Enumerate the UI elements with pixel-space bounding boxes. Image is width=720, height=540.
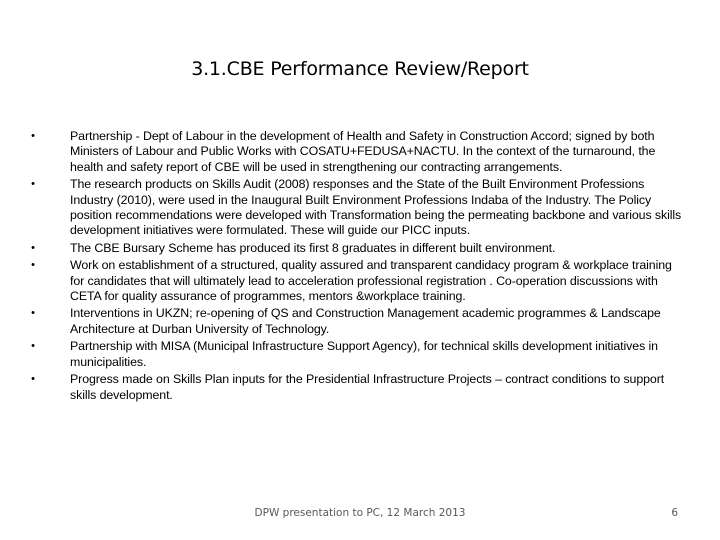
bullet-text: The research products on Skills Audit (2008) responses and the State of the Built Environment Professions Industry (2010), were used in the Inaugural Built Environment Professions Indaba of the Industry. The Policy position recommendations were developed with Transformation being the permeating backbone and various skills development initiatives were formulated. These will guide our PICC inputs. [70, 177, 682, 238]
list-item [28, 339, 683, 370]
bullet-text: Partnership - Dept of Labour in the development of Health and Safety in Construction Accord; signed by both Ministers of Labour and Public Works with COSATU+FEDUSA+NACTU. In the context of the turnaround, the health and safety report of CBE will be used in strengthening our contracting arrangements. [70, 129, 656, 174]
bullet-list [28, 129, 683, 403]
bullet-text: Interventions in UKZN; re-opening of QS and Construction Management academic programmes & Landscape Architecture at Durban University of Technology. [70, 306, 661, 336]
bullet-icon: • [31, 178, 35, 191]
list-item [28, 306, 683, 337]
list-item [28, 241, 683, 256]
list-item [28, 372, 683, 403]
bullet-icon: • [31, 340, 35, 353]
footer-text: DPW presentation to PC, 12 March 2013 [254, 507, 466, 519]
list-item [28, 258, 683, 304]
bullet-text: The CBE Bursary Scheme has produced its first 8 graduates in different built environment. [70, 240, 556, 255]
bullet-icon: • [31, 373, 35, 386]
bullet-icon: • [31, 130, 35, 142]
bullet-text: Partnership with MISA (Municipal Infrastructure Support Agency), for technical skills development initiatives in municipalities. [70, 339, 658, 369]
bullet-icon: • [31, 241, 35, 254]
list-item [28, 129, 683, 175]
bullet-icon: • [31, 259, 35, 272]
bullet-icon: • [31, 307, 35, 320]
slide-title: 3.1.CBE Performance Review/Report [191, 58, 529, 80]
bullet-text: Progress made on Skills Plan inputs for the Presidential Infrastructure Projects – contract conditions to support skills development. [70, 372, 665, 402]
bullet-text: Work on establishment of a structured, quality assured and transparent candidacy program & workplace training for candidates that will ultimately lead to acceleration professional registration . Co-operation discussions with CETA for quality assurance of programmes, mentors &workplace training. [70, 258, 672, 304]
list-item [28, 177, 683, 239]
page-number: 6 [671, 507, 678, 519]
